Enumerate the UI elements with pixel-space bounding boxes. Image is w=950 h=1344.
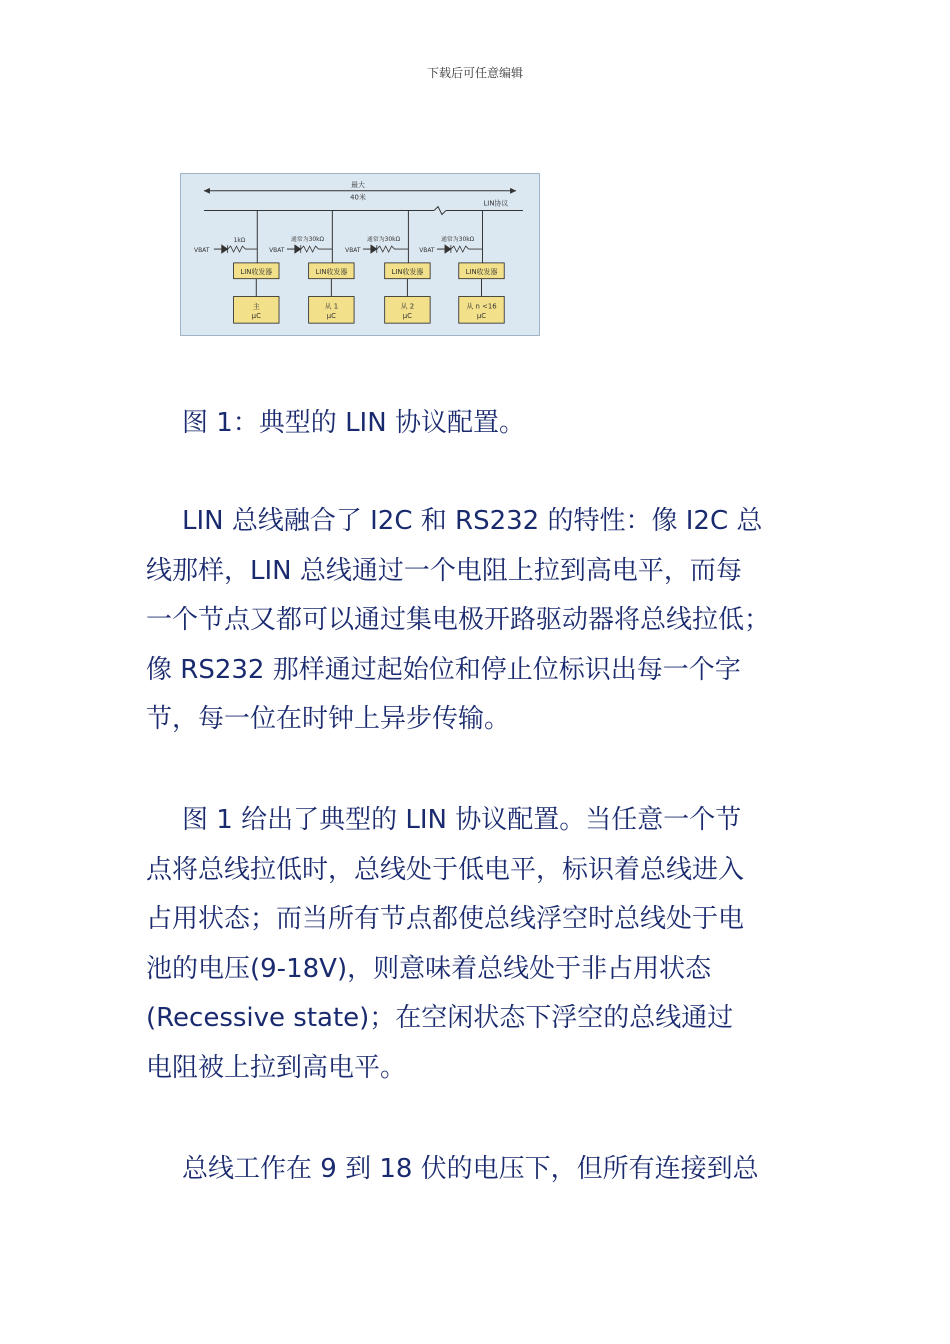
text-line: 节，每一位在时钟上异步传输。 [146,704,511,735]
node-label: 从 n <16 [466,302,497,311]
text-line: LIN 总线融合了 I2C 和 RS232 的特性：像 I2C 总 [182,506,763,536]
mcu-label: μC [476,312,487,321]
svg-text:VBAT: VBAT [419,248,435,255]
transceiver-label: LIN收发器 [315,267,348,276]
paragraph-2 [146,796,816,1094]
mcu-label: μC [251,312,261,321]
mcu-label: μC [326,312,336,321]
master-node [194,211,279,324]
text-line: 占用状态；而当所有节点都使总线浮空时总线处于电 [146,904,745,935]
bus-break-squiggle [434,207,446,215]
page-header: 下载后可任意编辑 [426,66,523,80]
mcu-label: μC [402,312,413,321]
transceiver-label: LIN收发器 [240,267,273,276]
slave-node-2 [345,211,430,324]
paragraph-1 [146,497,816,745]
svg-text:VBAT: VBAT [194,248,210,255]
resistor-label: 通常为30kΩ [290,237,325,244]
transceiver-label: LIN收发器 [391,267,424,276]
max-label: 最大 [351,180,365,189]
text-line: 线那样，LIN 总线通过一个电阻上拉到高电平，而每 [146,555,742,586]
bus-label: LIN协议 [483,199,509,208]
figure-caption: 图 1：典型的 LIN 协议配置。 [182,408,525,438]
text-line: 池的电压(9-18V)，则意味着总线处于非占用状态 [146,953,712,984]
paragraph-3 [146,1145,816,1195]
slave-node-1 [269,211,354,324]
text-line: 点将总线拉低时，总线处于低电平，标识着总线进入 [146,854,745,885]
node-label: 主 [252,302,260,311]
lin-network-diagram [180,173,540,336]
text-line: 图 1 给出了典型的 LIN 协议配置。当任意一个节 [182,805,742,835]
text-line: (Recessive state)；在空闲状态下浮空的总线通过 [146,1003,734,1034]
resistor-label: 通常为30kΩ [366,237,401,244]
text-line: 像 RS232 那样通过起始位和停止位标识出每一个字 [146,654,741,685]
svg-text:VBAT: VBAT [345,248,361,255]
transceiver-label: LIN收发器 [465,267,498,276]
slave-node-n [419,211,504,324]
text-line: 电阻被上拉到高电平。 [146,1052,407,1083]
resistor-label: 1kΩ [233,238,246,245]
distance-label: 40米 [350,193,366,202]
node-label: 从 1 [324,302,339,311]
text-line: 总线工作在 9 到 18 伏的电压下，但所有连接到总 [182,1154,759,1184]
resistor-label: 通常为30kΩ [440,237,475,244]
text-line: 一个节点又都可以通过集电极开路驱动器将总线拉低； [146,605,771,636]
node-label: 从 2 [400,302,415,311]
svg-text:VBAT: VBAT [269,248,285,255]
